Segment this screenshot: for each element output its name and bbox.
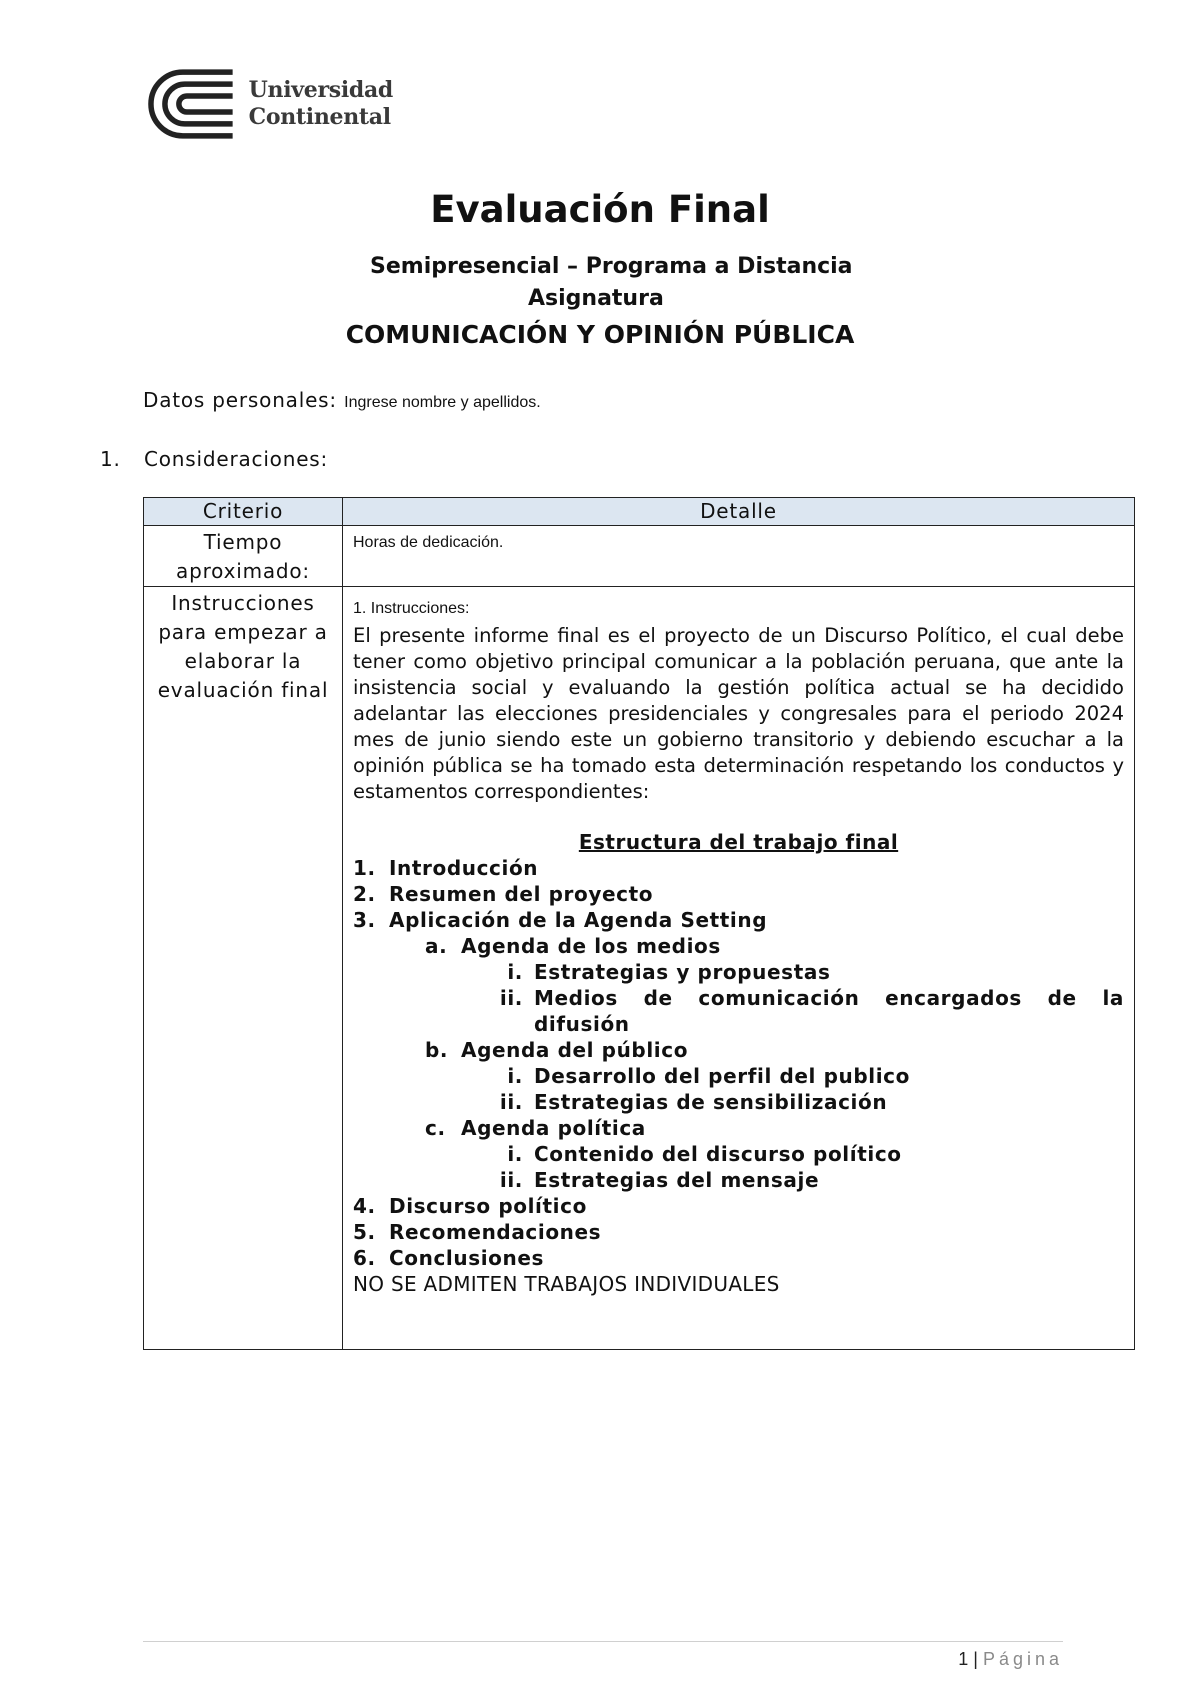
criterio-instructions: Instrucciones para empezar a elaborar la evaluación final xyxy=(144,587,343,1350)
detalle-hours[interactable]: Horas de dedicación. xyxy=(343,526,1135,587)
list-item xyxy=(353,959,1124,985)
list-item-number: 3. xyxy=(353,908,376,932)
list-item xyxy=(353,1193,1124,1219)
list-item-text: Agenda de los medios xyxy=(461,934,721,958)
personal-data-label: Datos personales: xyxy=(143,388,337,412)
university-logo xyxy=(143,68,393,140)
page-number: 1 xyxy=(958,1649,969,1669)
structure-list xyxy=(353,855,1124,1271)
page-label: Página xyxy=(982,1649,1063,1669)
section-title: Consideraciones: xyxy=(144,447,329,471)
logo-line-1: Universidad xyxy=(248,77,393,103)
personal-data-field[interactable]: Ingrese nombre y apellidos. xyxy=(344,394,541,411)
list-item-number: ii. xyxy=(499,986,523,1010)
list-item-number: c. xyxy=(425,1116,446,1140)
list-item-number: 2. xyxy=(353,882,376,906)
considerations-table xyxy=(143,497,1135,1350)
asignatura-label: Asignatura xyxy=(528,286,664,311)
footer-divider xyxy=(143,1641,1063,1642)
header-criterio: Criterio xyxy=(144,498,343,526)
logo-text xyxy=(249,77,393,131)
list-item-number: ii. xyxy=(499,1168,523,1192)
list-item-number: i. xyxy=(507,1142,523,1166)
list-item xyxy=(353,985,1124,1037)
list-item xyxy=(353,1219,1124,1245)
instructions-label: 1. Instrucciones: xyxy=(353,600,470,617)
list-item-text: Resumen del proyecto xyxy=(389,882,654,906)
list-item xyxy=(353,855,1124,881)
university-logo-icon xyxy=(143,68,235,140)
document-title: Evaluación Final xyxy=(430,188,770,231)
list-item-number: 1. xyxy=(353,856,376,880)
personal-data-line xyxy=(143,388,541,412)
list-item-text: Discurso político xyxy=(389,1194,587,1218)
list-item-number: b. xyxy=(425,1038,449,1062)
list-item-text: Medios de comunicación encargados de la difusión xyxy=(534,986,1124,1036)
list-item xyxy=(353,881,1124,907)
list-item-text: Introducción xyxy=(389,856,539,880)
individual-work-note: NO SE ADMITEN TRABAJOS INDIVIDUALES xyxy=(353,1272,780,1296)
list-item-text: Desarrollo del perfil del publico xyxy=(534,1064,910,1088)
page-footer xyxy=(958,1649,1063,1670)
table-row xyxy=(144,526,1135,587)
list-item-text: Estrategias y propuestas xyxy=(534,960,831,984)
section-number: 1. xyxy=(100,447,121,471)
list-item-text: Estrategias de sensibilización xyxy=(534,1090,888,1114)
list-item-text: Contenido del discurso político xyxy=(534,1142,902,1166)
list-item-number: 6. xyxy=(353,1246,376,1270)
document-subtitle: Semipresencial – Programa a Distancia xyxy=(370,254,853,279)
list-item-text: Estrategias del mensaje xyxy=(534,1168,820,1192)
list-item-number: 4. xyxy=(353,1194,376,1218)
list-item-text: Recomendaciones xyxy=(389,1220,602,1244)
list-item xyxy=(353,1115,1124,1141)
list-item xyxy=(353,1089,1124,1115)
list-item xyxy=(353,1245,1124,1271)
list-item-number: ii. xyxy=(499,1090,523,1114)
detalle-instructions xyxy=(343,587,1135,1350)
list-item xyxy=(353,1141,1124,1167)
list-item xyxy=(353,933,1124,959)
section-heading xyxy=(100,447,328,471)
course-name: COMUNICACIÓN Y OPINIÓN PÚBLICA xyxy=(345,320,855,349)
list-item xyxy=(353,907,1124,933)
list-item-number: i. xyxy=(507,960,523,984)
list-item-text: Agenda política xyxy=(461,1116,646,1140)
list-item-number: a. xyxy=(425,934,448,958)
table-header-row xyxy=(144,498,1135,526)
instructions-paragraph: El presente informe final es el proyecto de un Discurso Político, el cual debe tener como objetivo principal comunicar a la población peruana, que ante la insistencia social y evaluando la gestión política actual se ha decidido adelantar las elecciones presidenciales y congresales para el periodo 2024 mes de junio siendo este un gobierno transitorio y debiendo escuchar a la opinión pública se ha tomado esta determinación respetando los conductos y estamentos correspondientes: xyxy=(353,624,1124,803)
list-item-text: Aplicación de la Agenda Setting xyxy=(389,908,768,932)
footer-separator: | xyxy=(973,1649,978,1669)
criterio-time: Tiempo aproximado: xyxy=(144,526,343,587)
table-row xyxy=(144,587,1135,1350)
list-item xyxy=(353,1167,1124,1193)
list-item-text: Conclusiones xyxy=(389,1246,545,1270)
list-item-number: 5. xyxy=(353,1220,376,1244)
list-item xyxy=(353,1063,1124,1089)
list-item xyxy=(353,1037,1124,1063)
list-item-number: i. xyxy=(507,1064,523,1088)
logo-line-2: Continental xyxy=(248,104,391,130)
list-item-text: Agenda del público xyxy=(461,1038,689,1062)
header-detalle: Detalle xyxy=(343,498,1135,526)
structure-title: Estructura del trabajo final xyxy=(578,830,899,854)
